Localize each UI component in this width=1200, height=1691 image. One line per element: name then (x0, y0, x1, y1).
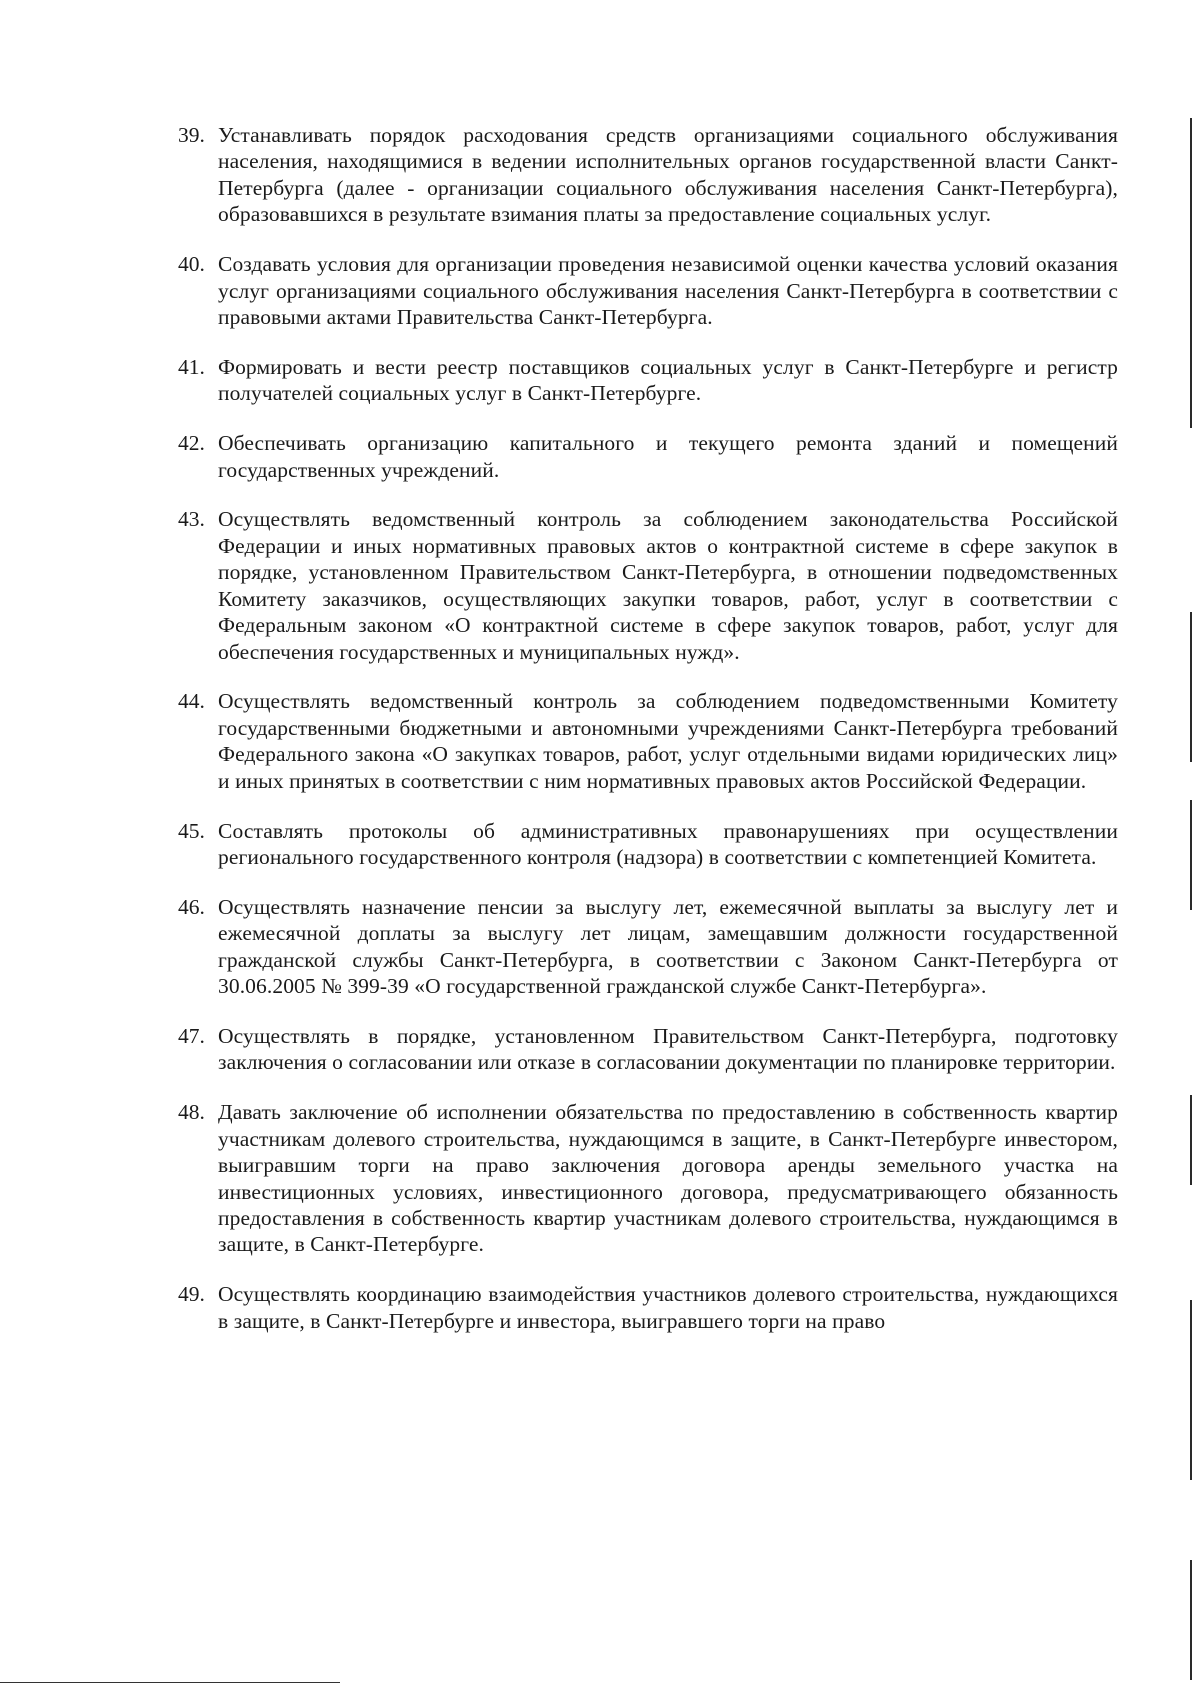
list-item (178, 1281, 1118, 1334)
item-text: Создавать условия для организации проведения независимой оценки качества условий оказания услуг организациями социального обслуживания населения Санкт-Петербурга в соответствии с правовыми актами Правительства Санкт-Петербурга. (218, 252, 1118, 329)
list-item (178, 506, 1118, 664)
item-text: Осуществлять ведомственный контроль за соблюдением подведомственными Комитету государственными бюджетными и автономными учреждениями Санкт-Петербурга требований Федерального закона «О закупках товаров, работ, услуг отдельными видами юридических лиц» и иных принятых в соответствии с ним нормативных правовых актов Российской Федерации. (218, 689, 1118, 793)
list-item (178, 354, 1118, 407)
item-number: 40. (178, 252, 205, 277)
item-number: 41. (178, 354, 205, 379)
list-item (178, 122, 1118, 228)
list-item (178, 1023, 1118, 1076)
item-number: 39. (178, 123, 205, 147)
item-text: Давать заключение об исполнении обязательства по предоставлению в собственность квартир участникам долевого строительства, нуждающимся в защите, в Санкт-Петербурге инвестором, выигравшим торги на право заключения договора аренды земельного участка на инвестиционных условиях, инвестиционного договора, предусматривающего обязанность предоставления в собственность квартир участникам долевого строительства, нуждающимся в защите, в Санкт-Петербурге. (218, 1100, 1118, 1257)
scan-edge-mark (1190, 1300, 1192, 1480)
item-text: Устанавливать порядок расходования средств организациями социального обслуживания населения, находящимися в ведении исполнительных органов государственной власти Санкт-Петербурга (далее - организации социального обслуживания населения Санкт-Петербурга), образовавшихся в результате взимания платы за предоставление социальных услуг. (218, 123, 1118, 227)
item-number: 43. (178, 507, 205, 532)
list-item (178, 251, 1118, 330)
item-text: Осуществлять ведомственный контроль за соблюдением законодательства Российской Федерации и иных нормативных правовых актов о контрактной системе в сфере закупок в порядке, установленном Правительством Санкт-Петербурга, в отношении подведомственных Комитету заказчиков, осуществляющих закупки товаров, работ, услуг в соответствии с Федеральным законом «О контрактной системе в сфере закупок товаров, работ, услуг для обеспечения государственных и муниципальных нужд». (218, 507, 1118, 664)
item-text: Осуществлять в порядке, установленном Правительством Санкт-Петербурга, подготовку заключения о согласовании или отказе в согласовании документации по планировке территории. (218, 1023, 1118, 1075)
item-text: Формировать и вести реестр поставщиков социальных услуг в Санкт-Петербурге и регистр получателей социальных услуг в Санкт-Петербурге. (218, 354, 1118, 406)
scan-edge-mark (1190, 1560, 1192, 1680)
item-number: 49. (178, 1282, 205, 1307)
list-item (178, 894, 1118, 1000)
list-item (178, 1099, 1118, 1257)
scan-edge-mark (1190, 118, 1192, 428)
item-text: Составлять протоколы об административных правонарушениях при осуществлении регионального государственного контроля (надзора) в соответствии с компетенцией Комитета. (218, 818, 1118, 869)
list-item (178, 818, 1118, 871)
item-number: 45. (178, 818, 205, 843)
item-number: 46. (178, 894, 205, 919)
item-number: 44. (178, 689, 205, 714)
numbered-list (178, 122, 1118, 1358)
item-text: Обеспечивать организацию капитального и текущего ремонта зданий и помещений государственных учреждений. (218, 431, 1118, 482)
item-text: Осуществлять назначение пенсии за выслугу лет, ежемесячной выплаты за выслугу лет и ежемесячной доплаты за выслугу лет лицам, замещавшим должности государственной гражданской службы Санкт-Петербурга, в соответствии с Законом Санкт-Петербурга от 30.06.2005 № 399-39 «О государственной гражданской службе Санкт-Петербурга». (218, 894, 1118, 999)
item-number: 42. (178, 431, 205, 456)
scan-edge-mark (1190, 800, 1192, 910)
item-number: 48. (178, 1100, 205, 1125)
list-item (178, 688, 1118, 794)
item-text: Осуществлять координацию взаимодействия участников долевого строительства, нуждающихся в защите, в Санкт-Петербурге и инвестора, выигравшего торги на право (218, 1282, 1118, 1333)
item-number: 47. (178, 1023, 205, 1048)
list-item (178, 430, 1118, 483)
scan-edge-mark (1190, 1095, 1192, 1185)
scan-edge-mark (1190, 612, 1192, 762)
footnote-separator (0, 1682, 340, 1683)
